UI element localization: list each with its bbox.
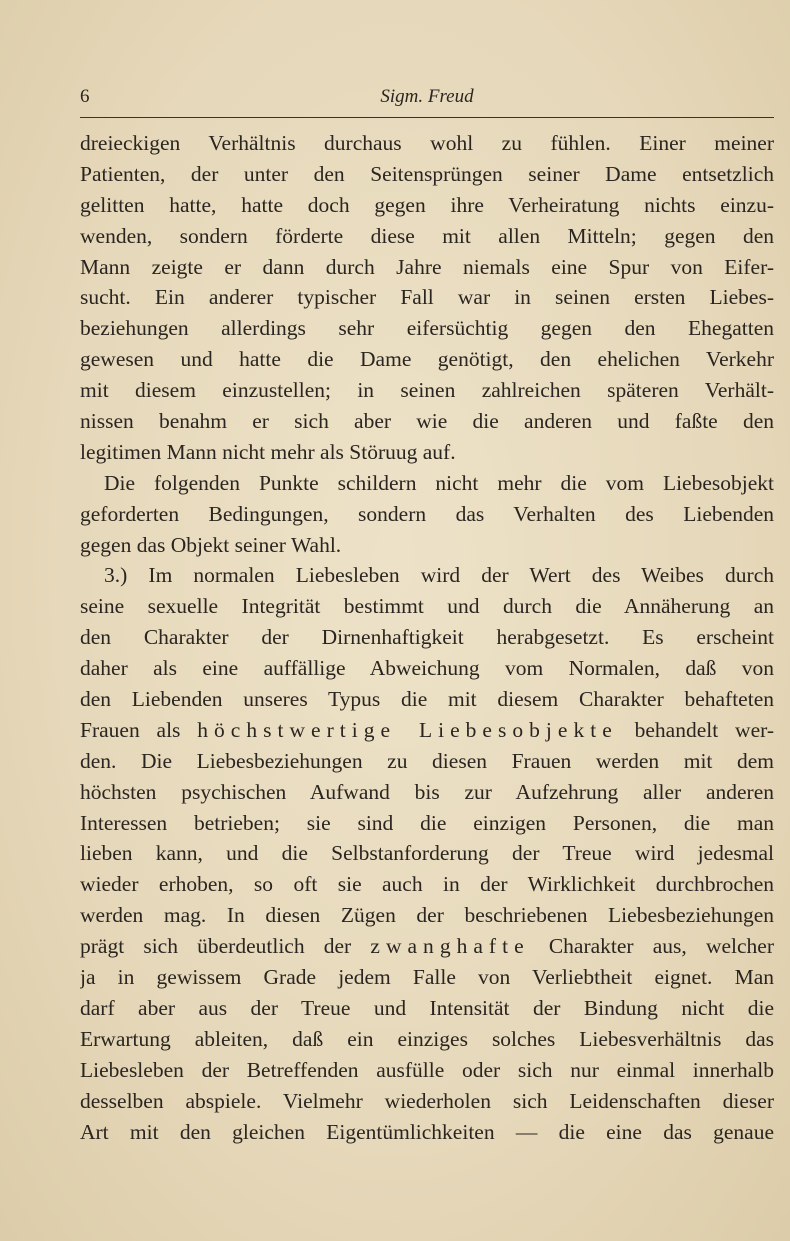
text-line: [80, 128, 774, 159]
text-line: [80, 252, 774, 283]
text-run: geforderten Bedingungen, sondern das Verhalten des Liebenden: [80, 501, 774, 526]
text-run: ja in gewissem Grade jedem Falle von Verliebtheit eignet. Man: [80, 965, 774, 990]
text-line: [80, 993, 774, 1024]
text-line: [80, 962, 774, 993]
text-line: [80, 221, 774, 252]
text-line: [80, 468, 774, 499]
text-run: den. Die Liebesbeziehungen zu diesen Frauen werden mit dem: [80, 748, 774, 773]
text-line: [80, 437, 774, 468]
text-run: gegen das Objekt seiner Wahl.: [80, 532, 342, 557]
text-line: [80, 313, 774, 344]
text-line: [80, 1055, 774, 1086]
text-line: [80, 1086, 774, 1117]
text-run: den Liebenden unseres Typus die mit diesem Charakter behafteten: [80, 687, 774, 712]
header-rule: [80, 117, 774, 118]
text-line: [80, 1024, 774, 1055]
text-line: [80, 499, 774, 530]
text-line: [80, 159, 774, 190]
text-run: Frauen als: [80, 717, 198, 742]
text-line: [80, 591, 774, 622]
text-line: [80, 715, 774, 746]
text-run: Art mit den gleichen Eigentümlichkeiten — die eine das genaue: [80, 1119, 774, 1144]
text-run: Liebesleben der Betreffenden ausfülle oder sich nur einmal innerhalb: [80, 1057, 774, 1082]
text-run: sucht. Ein anderer typischer Fall war in seinen ersten Liebes-: [80, 285, 774, 310]
text-line: [80, 344, 774, 375]
emphasized-text: höchstwertige Liebesobjekte: [197, 717, 618, 742]
text-run: legitimen Mann nicht mehr als Störuug auf.: [80, 439, 456, 464]
body-text: [80, 128, 774, 1147]
text-run: lieben kann, und die Selbstanforderung der Treue wird jedesmal: [80, 841, 774, 866]
text-line: [80, 746, 774, 777]
text-line: [80, 530, 774, 561]
text-run: den Charakter der Dirnenhaftigkeit herabgesetzt. Es erscheint: [80, 625, 774, 650]
text-run: desselben abspiele. Vielmehr wiederholen sich Leidenschaften dieser: [80, 1088, 774, 1113]
text-run: 3.) Im normalen Liebesleben wird der Wert des Weibes durch: [104, 563, 774, 588]
page-number: 6: [80, 86, 90, 107]
text-run: Mann zeigte er dann durch Jahre niemals eine Spur von Eifer-: [80, 254, 774, 279]
text-run: werden mag. In diesen Zügen der beschriebenen Liebesbeziehungen: [80, 903, 774, 928]
text-run: beziehungen allerdings sehr eifersüchtig gegen den Ehegatten: [80, 316, 774, 341]
text-run: Patienten, der unter den Seitensprüngen seiner Dame entsetzlich: [80, 161, 774, 186]
text-line: [80, 808, 774, 839]
text-line: [80, 869, 774, 900]
text-run: nissen benahm er sich aber wie die anderen und faßte den: [80, 409, 774, 434]
text-line: [80, 190, 774, 221]
text-run: höchsten psychischen Aufwand bis zur Aufzehrung aller anderen: [80, 779, 774, 804]
text-run: behandelt wer-: [617, 717, 774, 742]
text-line: [80, 684, 774, 715]
text-run: daher als eine auffällige Abweichung vom Normalen, daß von: [80, 656, 774, 681]
text-run: prägt sich überdeutlich der: [80, 934, 371, 959]
text-run: Interessen betrieben; sie sind die einzigen Personen, die man: [80, 810, 774, 835]
emphasized-text: zwanghafte: [370, 934, 530, 959]
text-run: Die folgenden Punkte schildern nicht mehr die vom Liebesobjekt: [104, 470, 774, 495]
text-line: [80, 622, 774, 653]
text-line: [80, 653, 774, 684]
text-line: [80, 406, 774, 437]
text-line: [80, 375, 774, 406]
text-line: [80, 560, 774, 591]
text-run: Charakter aus, welcher: [529, 934, 774, 959]
text-run: seine sexuelle Integrität bestimmt und durch die Annäherung an: [80, 594, 774, 619]
text-run: darf aber aus der Treue und Intensität der Bindung nicht die: [80, 995, 774, 1020]
text-run: gewesen und hatte die Dame genötigt, den ehelichen Verkehr: [80, 347, 774, 372]
text-run: gelitten hatte, hatte doch gegen ihre Verheiratung nichts einzu-: [80, 192, 774, 217]
text-line: [80, 777, 774, 808]
text-run: mit diesem einzustellen; in seinen zahlreichen späteren Verhält-: [80, 378, 774, 403]
text-line: [80, 282, 774, 313]
text-line: [80, 838, 774, 869]
text-line: [80, 931, 774, 962]
text-line: [80, 1117, 774, 1148]
page-header: [80, 86, 774, 112]
text-line: [80, 900, 774, 931]
text-run: wieder erhoben, so oft sie auch in der Wirklichkeit durchbrochen: [80, 872, 774, 897]
text-run: wenden, sondern förderte diese mit allen Mitteln; gegen den: [80, 223, 774, 248]
running-head: Sigm. Freud: [380, 86, 474, 107]
text-run: Erwartung ableiten, daß ein einziges solches Liebesverhältnis das: [80, 1026, 774, 1051]
text-run: dreieckigen Verhältnis durchaus wohl zu fühlen. Einer meiner: [80, 131, 774, 155]
